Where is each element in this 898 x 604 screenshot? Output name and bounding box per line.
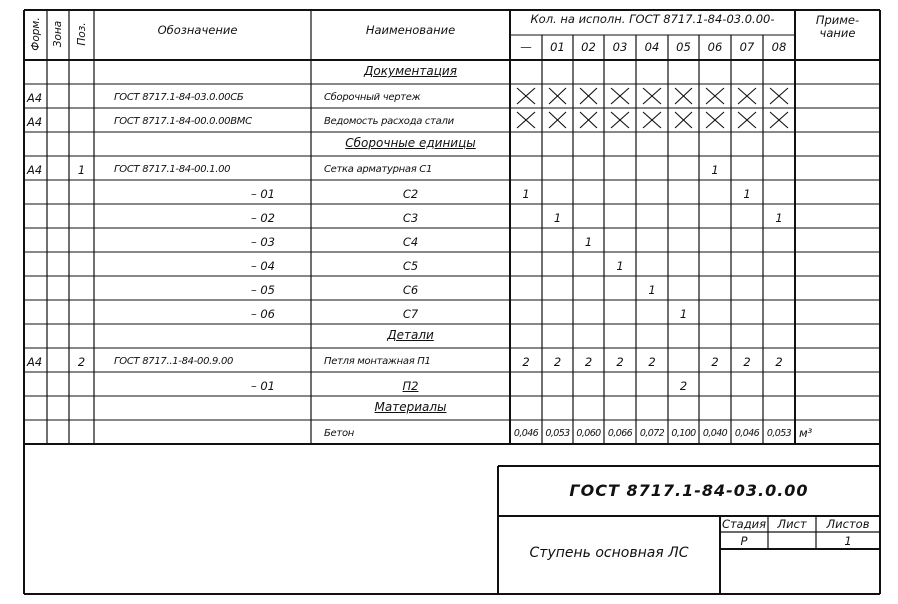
header-qty-col: 04	[644, 40, 660, 54]
qty-cell: 1	[584, 235, 593, 249]
designation-cell: ГОСТ 8717.1-84-00.0.00ВМС	[114, 116, 252, 127]
qty-cell: 2	[711, 355, 719, 369]
header-vertical-label: Форм.	[29, 17, 42, 51]
qty-cell: 1	[679, 307, 688, 321]
section-heading: Сборочные единицы	[345, 136, 476, 150]
qty-cell: 0,072	[639, 428, 665, 439]
section-heading: Документация	[364, 64, 457, 78]
qty-cell: 1	[711, 163, 719, 177]
qty-cell: 2	[743, 355, 751, 369]
qty-cell: 1	[522, 187, 530, 201]
section-heading: Детали	[387, 328, 434, 342]
designation-cell: ГОСТ 8717.1-84-00.1.00	[114, 164, 231, 175]
sheet-label: Лист	[777, 517, 807, 531]
form-cell: А4	[27, 115, 43, 129]
header-qty-title: Кол. на исполн. ГОСТ 8717.1-84-03.0.00-	[530, 12, 775, 26]
name-cell: С7	[402, 307, 419, 321]
name-cell: Ведомость расхода стали	[324, 116, 454, 127]
name-cell: Сборочный чертеж	[324, 92, 421, 103]
position-cell: 1	[77, 163, 86, 177]
designation-cell: – 06	[250, 307, 275, 321]
qty-cell: 2	[616, 355, 624, 369]
name-cell: С4	[402, 235, 419, 249]
name-cell: Петля монтажная П1	[324, 356, 431, 367]
drawing-code: ГОСТ 8717.1-84-03.0.00	[569, 481, 809, 500]
designation-cell: – 05	[250, 283, 275, 297]
position-cell: 2	[77, 355, 86, 369]
qty-cell: 1	[775, 211, 783, 225]
header-qty-col: 06	[707, 40, 723, 54]
qty-cell: 0,066	[607, 428, 633, 439]
qty-cell: 0,046	[513, 428, 539, 439]
qty-cell: 0,046	[734, 428, 760, 439]
name-cell: П2	[402, 379, 419, 393]
name-cell: С6	[402, 283, 419, 297]
header-qty-col: —	[520, 40, 532, 54]
form-cell: А4	[27, 355, 43, 369]
name-cell: Сетка арматурная С1	[324, 164, 433, 175]
header-qty-col: 07	[739, 40, 755, 54]
name-cell: С3	[402, 211, 419, 225]
designation-cell: ГОСТ 8717..1-84-00.9.00	[114, 356, 234, 367]
qty-cell: 0,060	[576, 428, 601, 439]
qty-cell: 1	[648, 283, 656, 297]
qty-cell: 2	[522, 355, 530, 369]
header-qty-col: 01	[550, 40, 565, 54]
qty-cell: 2	[584, 355, 593, 369]
header-qty-col: 02	[581, 40, 596, 54]
qty-cell: 0,053	[766, 428, 792, 439]
qty-cell: 2	[775, 355, 783, 369]
sheets-value: 1	[844, 534, 852, 548]
header-qty-col: 03	[612, 40, 628, 54]
stage-value: Р	[740, 534, 748, 548]
qty-cell: 0,053	[545, 428, 570, 439]
header-designation: Обозначение	[157, 23, 238, 37]
name-cell: Бетон	[324, 428, 354, 439]
form-cell: А4	[27, 163, 43, 177]
header-name: Наименование	[365, 23, 456, 37]
header-note: Приме-чание	[815, 13, 860, 40]
designation-cell: – 02	[250, 211, 275, 225]
designation-cell: – 03	[250, 235, 275, 249]
qty-cell: 2	[648, 355, 656, 369]
qty-cell: 1	[553, 211, 562, 225]
header-qty-col: 05	[676, 40, 691, 54]
sheets-label: Листов	[826, 517, 870, 531]
designation-cell: – 01	[250, 379, 275, 393]
designation-cell: – 01	[250, 187, 275, 201]
qty-cell: 2	[553, 355, 562, 369]
qty-cell: 0,100	[671, 428, 696, 439]
designation-cell: ГОСТ 8717.1-84-03.0.00СБ	[114, 92, 244, 103]
qty-cell: 2	[679, 379, 688, 393]
note-cell: м³	[799, 426, 813, 440]
name-cell: С5	[402, 259, 419, 273]
header-qty-col: 08	[771, 40, 787, 54]
drawing-title: Ступень основная ЛС	[529, 545, 689, 561]
designation-cell: – 04	[250, 259, 275, 273]
section-heading: Материалы	[374, 400, 447, 414]
name-cell: С2	[402, 187, 419, 201]
qty-cell: 1	[616, 259, 624, 273]
form-cell: А4	[27, 91, 43, 105]
qty-cell: 1	[743, 187, 751, 201]
header-vertical-label: Поз.	[75, 22, 88, 46]
stage-label: Стадия	[721, 517, 767, 531]
qty-cell: 0,040	[702, 428, 728, 439]
header-vertical-label: Зона	[52, 20, 64, 48]
